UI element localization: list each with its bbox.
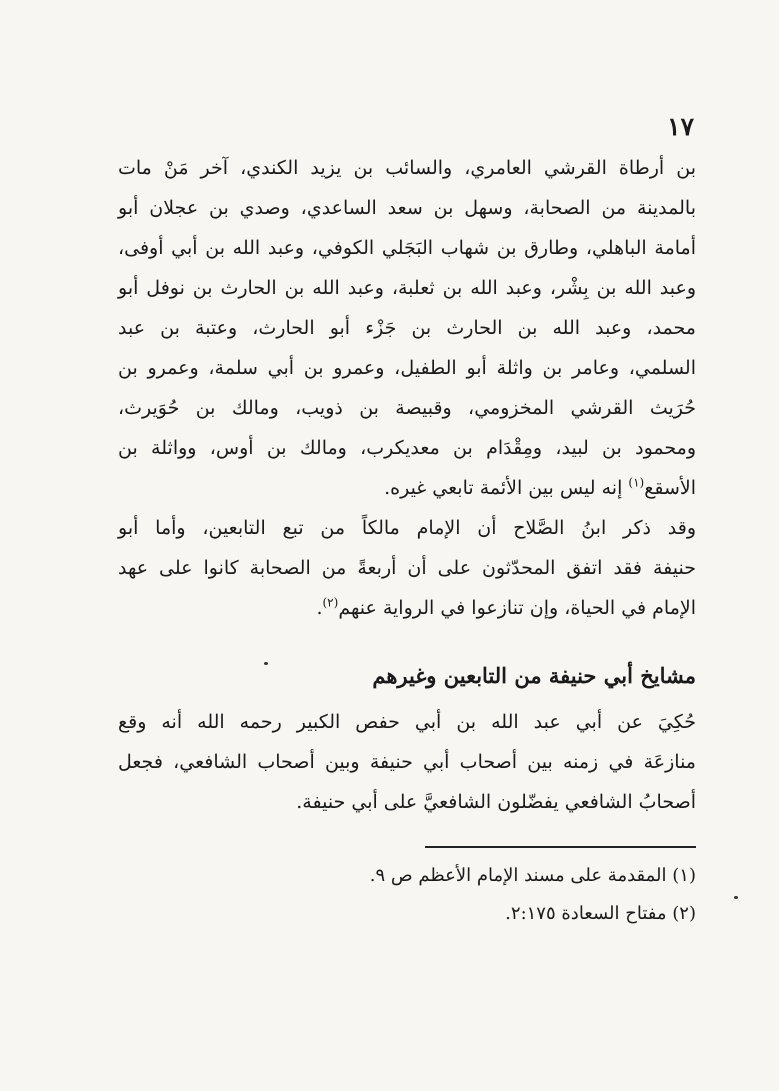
- scan-speck: [264, 662, 268, 665]
- text-line: أمامة الباهلي، وطارق بن شهاب البَجَلي الكوفي، وعبد الله بن أبي أوفى،: [118, 237, 696, 259]
- text-line: حُرَيث القرشي المخزومي، وقبيصة بن ذويب، ومالك بن حُوَيرث،: [118, 397, 696, 419]
- text-line: السلمي، وعامر بن واثلة أبو الطفيل، وعمرو بن أبي سلمة، وعمرو بن: [118, 357, 696, 379]
- text-line: أصحابُ الشافعي يفضّلون الشافعيَّ على أبي حنيفة.: [296, 791, 696, 813]
- section-paragraph: [118, 702, 696, 822]
- text-line: حُكِيَ عن أبي عبد الله بن أبي حفص الكبير رحمه الله أنه وقع: [118, 711, 696, 733]
- footnotes: [280, 857, 696, 933]
- text-fragment: إنه ليس بين الأئمة تابعي غيره.: [384, 477, 629, 499]
- text-fragment: .: [316, 597, 323, 619]
- text-line: ومحمود بن لبيد، ومِقْدَام بن معديكرب، ومالك بن أوس، وواثلة بن: [118, 437, 696, 459]
- text-fragment: الإمام في الحياة، وإن تنازعوا في الرواية عنهم: [338, 597, 696, 619]
- text-line: محمد، وعبد الله بن الحارث بن جَزْء أبو الحارث، وعتبة بن عبد: [118, 317, 696, 339]
- scan-speck: [734, 896, 738, 899]
- page-number: ١٧: [667, 112, 694, 141]
- text-line: وعبد الله بن بِشْر، وعبد الله بن ثعلبة، وعبد الله بن الحارث بن نوفل أبو: [118, 277, 696, 299]
- text-fragment: الأسقع: [644, 477, 696, 499]
- footnote-reference[interactable]: (٢): [322, 595, 339, 610]
- section-heading: مشايخ أبي حنيفة من التابعين وغيرهم: [372, 663, 696, 688]
- text-line: حنيفة فقد اتفق المحدّثون على أن أربعةً من الصحابة كانوا على عهد: [118, 557, 696, 579]
- footnote-item: (١) المقدمة على مسند الإمام الأعظم ص ٩.: [369, 865, 696, 886]
- main-paragraph: [118, 148, 696, 628]
- footnote-reference[interactable]: (١): [628, 475, 645, 490]
- footnote-item: (٢) مفتاح السعادة ٢:١٧٥.: [505, 903, 696, 924]
- text-line: بالمدينة من الصحابة، وسهل بن سعد الساعدي، وصدي بن عجلان أبو: [118, 197, 696, 219]
- text-line: وقد ذكر ابنُ الصَّلاح أن الإمام مالكاً من تبع التابعين، وأما أبو: [118, 517, 696, 539]
- text-line: بن أرطاة القرشي العامري، والسائب بن يزيد الكندي، آخر مَنْ مات: [118, 157, 696, 179]
- text-line: [118, 468, 696, 508]
- text-line: منازعَة في زمنه بين أصحاب أبي حنيفة وبين أصحاب الشافعي، فجعل: [118, 751, 696, 773]
- footnote-divider: [425, 846, 696, 848]
- text-line: [118, 588, 696, 628]
